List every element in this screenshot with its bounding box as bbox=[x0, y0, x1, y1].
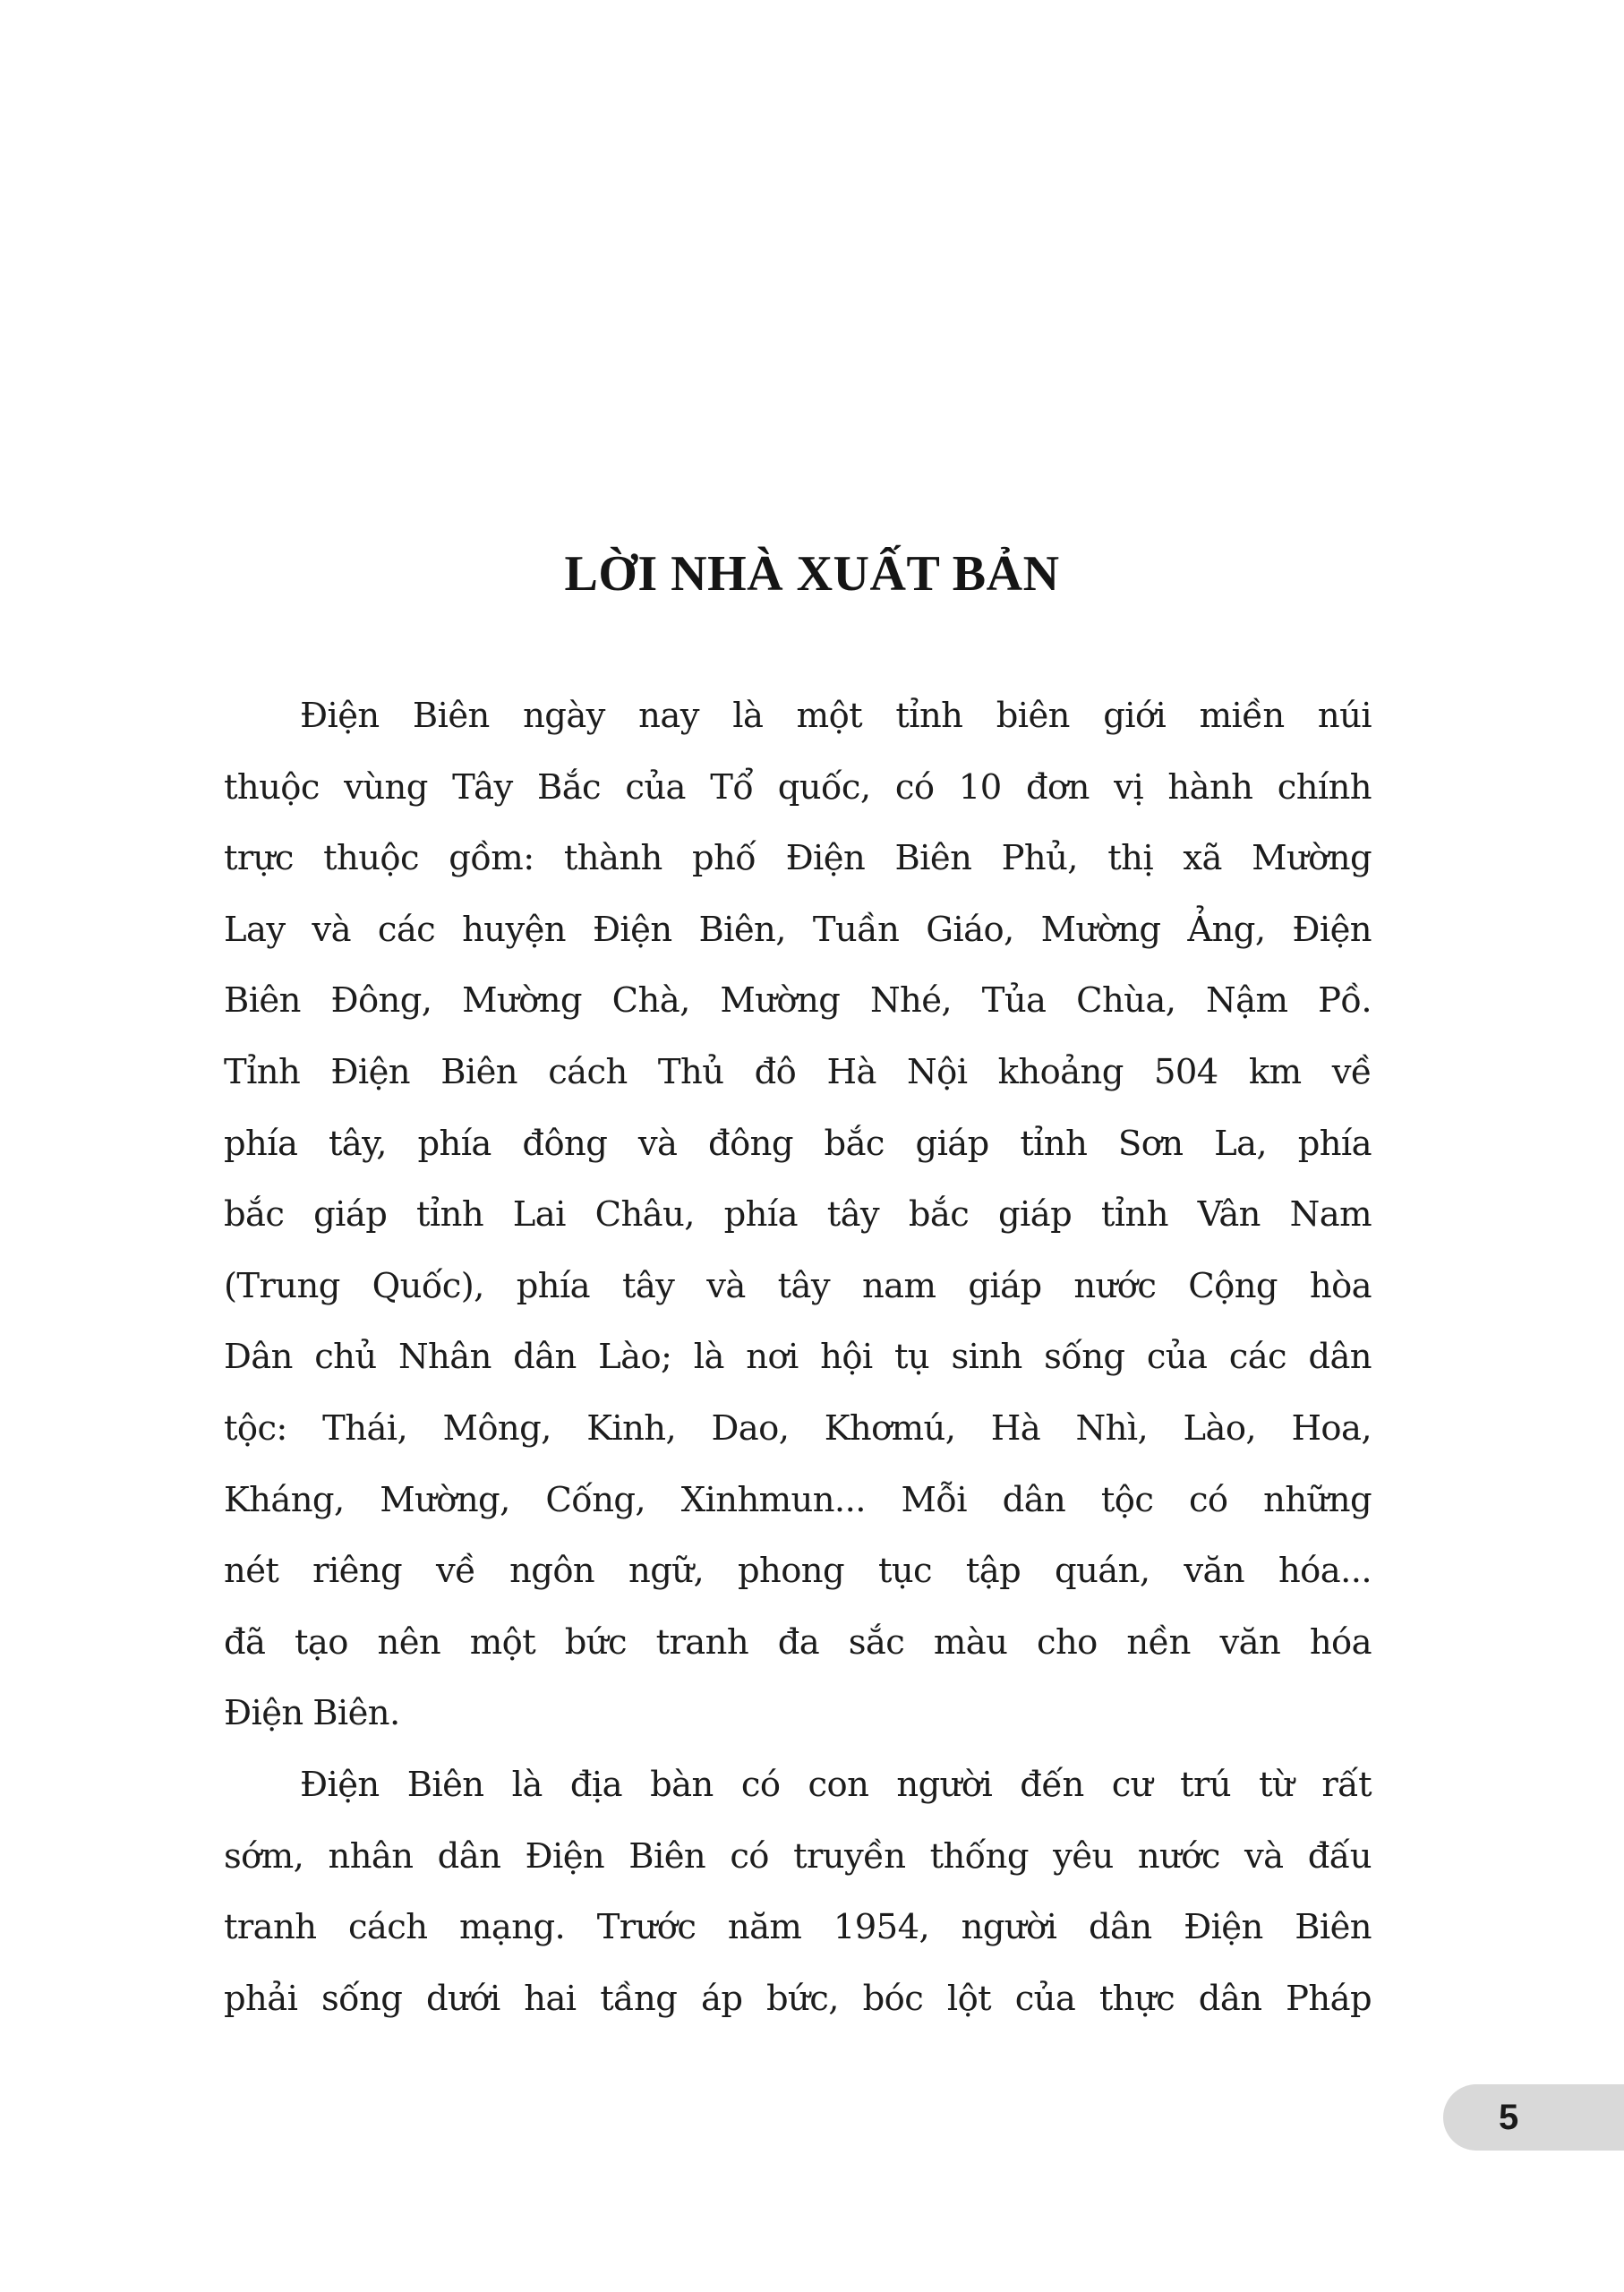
text-line: Lay và các huyện Điện Biên, Tuần Giáo, Mường Ảng, Điện bbox=[224, 909, 1372, 950]
text-line: Điện Biên. bbox=[224, 1693, 400, 1734]
page-number: 5 bbox=[1499, 2098, 1519, 2137]
text-line: thuộc vùng Tây Bắc của Tổ quốc, có 10 đơn vị hành chính bbox=[224, 766, 1372, 808]
text-line: Kháng, Mường, Cống, Xinhmun... Mỗi dân tộc có những bbox=[224, 1479, 1372, 1520]
text-line: nét riêng về ngôn ngữ, phong tục tập quán, văn hóa... bbox=[224, 1551, 1372, 1592]
text-line: đã tạo nên một bức tranh đa sắc màu cho nền văn hóa bbox=[224, 1621, 1372, 1663]
text-line: Điện Biên là địa bàn có con người đến cư trú từ rất bbox=[300, 1764, 1372, 1805]
text-line: trực thuộc gồm: thành phố Điện Biên Phủ, thị xã Mường bbox=[224, 838, 1372, 879]
text-line: Điện Biên ngày nay là một tỉnh biên giới miền núi bbox=[300, 696, 1372, 736]
text-line: sớm, nhân dân Điện Biên có truyền thống yêu nước và đấu bbox=[224, 1835, 1372, 1877]
body-text bbox=[224, 680, 1372, 2034]
paragraph bbox=[224, 1749, 1372, 2034]
text-line: tranh cách mạng. Trước năm 1954, người dân Điện Biên bbox=[224, 1907, 1372, 1948]
text-line: bắc giáp tỉnh Lai Châu, phía tây bắc giáp tỉnh Vân Nam bbox=[224, 1194, 1372, 1236]
page-number-tab bbox=[1443, 2084, 1624, 2151]
paragraph bbox=[224, 680, 1372, 1749]
text-line: Biên Đông, Mường Chà, Mường Nhé, Tủa Chùa, Nậm Pồ. bbox=[224, 980, 1372, 1022]
page-title: LỜI NHÀ XUẤT BẢN bbox=[564, 545, 1060, 602]
text-line: Dân chủ Nhân dân Lào; là nơi hội tụ sinh sống của các dân bbox=[224, 1337, 1372, 1378]
text-line: tộc: Thái, Mông, Kinh, Dao, Khơmú, Hà Nhì, Lào, Hoa, bbox=[224, 1407, 1372, 1449]
text-line: phải sống dưới hai tầng áp bức, bóc lột của thực dân Pháp bbox=[224, 1978, 1372, 2019]
text-line: (Trung Quốc), phía tây và tây nam giáp nước Cộng hòa bbox=[224, 1265, 1372, 1306]
text-line: phía tây, phía đông và đông bắc giáp tỉnh Sơn La, phía bbox=[224, 1123, 1372, 1164]
text-line: Tỉnh Điện Biên cách Thủ đô Hà Nội khoảng 504 km về bbox=[224, 1051, 1372, 1092]
